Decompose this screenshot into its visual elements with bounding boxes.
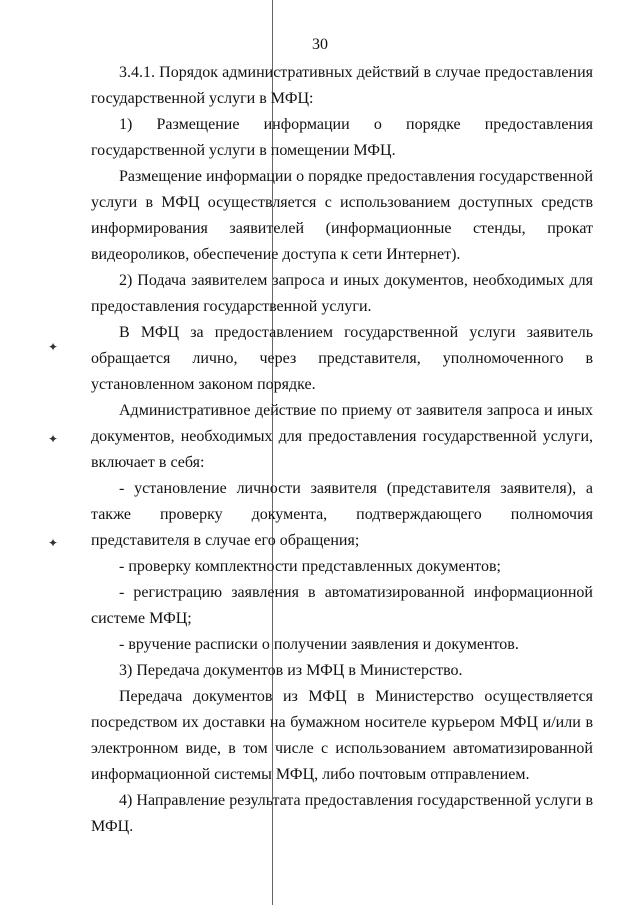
margin-mark-icon: ✦: [48, 432, 59, 446]
margin-mark-icon: ✦: [48, 340, 59, 354]
paragraph: 4) Направление результата предоставления государственной услуги в МФЦ.: [91, 792, 593, 835]
document-body: [91, 60, 593, 840]
page-number: 30: [312, 36, 328, 53]
margin-mark-icon: ✦: [48, 536, 59, 550]
paragraph: - установление личности заявителя (представителя заявителя), а также проверку документа, подтверждающего полномочия представителя в случае его обращения;: [91, 480, 593, 549]
paragraph: - регистрацию заявления в автоматизированной информационной системе МФЦ;: [91, 584, 593, 627]
paragraph: 2) Подача заявителем запроса и иных документов, необходимых для предоставления государственной услуги.: [91, 272, 593, 315]
paragraph: - вручение расписки о получении заявления и документов.: [119, 636, 519, 653]
paragraph: Передача документов из МФЦ в Министерство осуществляется посредством их доставки на бумажном носителе курьером МФЦ и/или в электронном виде, в том числе с использованием автоматизированной информационной системы МФЦ, либо почтовым отправлением.: [91, 688, 593, 783]
paragraph: В МФЦ за предоставлением государственной услуги заявитель обращается лично, через представителя, уполномоченного в установленном законом порядке.: [91, 324, 593, 393]
paragraph: 1) Размещение информации о порядке предоставления государственной услуги в помещении МФЦ.: [91, 116, 593, 159]
paragraph: 3) Передача документов из МФЦ в Министерство.: [119, 662, 463, 679]
paragraph: Административное действие по приему от заявителя запроса и иных документов, необходимых для предоставления государственной услуги, включает в себя:: [91, 402, 593, 471]
paragraph: 3.4.1. Порядок административных действий в случае предоставления государственной услуги в МФЦ:: [91, 64, 593, 107]
paragraph: Размещение информации о порядке предоставления государственной услуги в МФЦ осуществляется с использованием доступных средств информирования заявителей (информационные стенды, прокат видеороликов, обеспечение доступа к сети Интернет).: [91, 168, 593, 263]
paragraph: - проверку комплектности представленных документов;: [119, 558, 501, 575]
